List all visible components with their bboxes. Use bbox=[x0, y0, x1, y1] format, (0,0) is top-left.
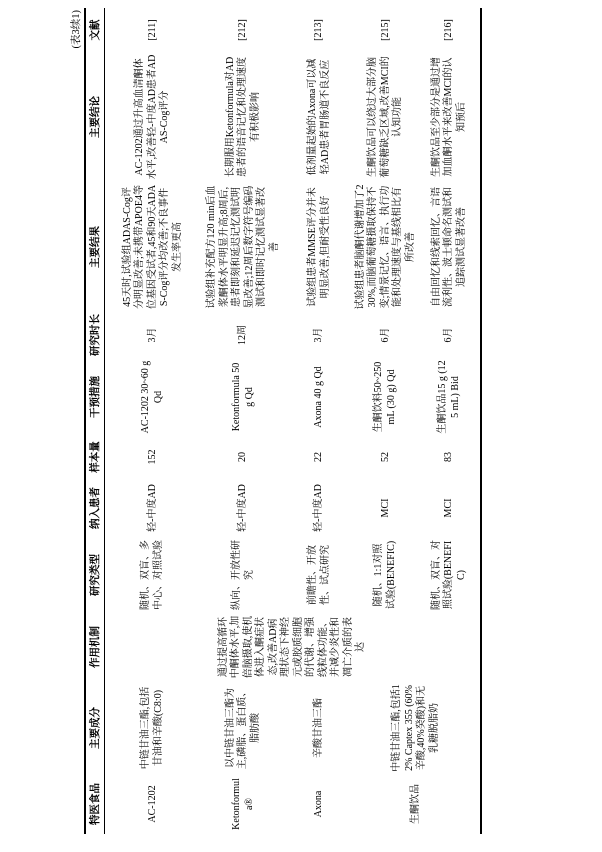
cell-results: 自由回忆和线索回忆、言语流利性、波士顿命名测试和追踪测试显著改善 bbox=[430, 187, 467, 307]
cell-patients: 轻-中度AD bbox=[313, 484, 325, 532]
cell-sample-size: 22 bbox=[313, 452, 325, 462]
citation-link[interactable]: [216] bbox=[443, 19, 455, 41]
cell-duration: 6月 bbox=[443, 327, 455, 343]
citation-link[interactable]: [213] bbox=[313, 19, 325, 41]
cell-results: 试验组患者脑酮代谢增加了230%,而脑葡萄糖摄取保持不变;情景记忆、语言、执行功能和处理速度与基线相比有所改善 bbox=[354, 184, 416, 310]
cell-conclusion: AC-1202通过升高血清酮体水平,改善轻-中度AD患者ADAS-Cog评分 bbox=[134, 54, 170, 180]
cell-conclusion: 生酮饮品至少部分是通过增加血酮水平来改善MCI的认知预后 bbox=[430, 57, 467, 177]
citation-link[interactable]: [212] bbox=[237, 19, 249, 41]
cell-study-type: 前瞻性、开放性、试点研究 bbox=[307, 545, 331, 605]
cell-conclusion: 低剂量起始的Axona可以减轻AD患者胃肠道不良反应 bbox=[307, 58, 331, 176]
cell-composition: 以中链甘油三酯为主,磷脂、蛋白质、脂肪酸 bbox=[224, 686, 261, 770]
cell-patients: 轻-中度AD bbox=[146, 484, 158, 532]
header-product: 特医食品 bbox=[85, 774, 105, 834]
cell-sample-size: 20 bbox=[237, 452, 249, 462]
cell-results: 45天时,试验组ADAS-Cog评分明显改善;未携带APOE4等位基因受试者,45和90天ADAS-Cog评分均改善;不良事件发生率更高 bbox=[121, 184, 183, 310]
header-results: 主要结果 bbox=[85, 182, 105, 312]
cell-composition: 辛酸甘油三酯 bbox=[313, 698, 325, 758]
cell-product: Ketonformula® bbox=[231, 778, 255, 830]
header-duration: 研究时长 bbox=[85, 312, 105, 358]
cell-study-type: 随机、双盲、多中心、对照试验 bbox=[140, 540, 164, 610]
header-conclusion: 主要结论 bbox=[85, 52, 105, 182]
table-row-ketonformula bbox=[201, 8, 287, 834]
header-study-type: 研究类型 bbox=[85, 538, 105, 612]
table-row-ketogenic-drink-1 bbox=[353, 8, 420, 834]
cell-study-type: 随机、1:1对照试验(BENEFIC) bbox=[373, 540, 397, 610]
cell-intervention: 生酮饮品15 g (125 mL) Bid bbox=[437, 360, 461, 434]
table-continuation-note: (表3续1) bbox=[71, 10, 82, 49]
rotated-table-container bbox=[70, 8, 490, 834]
header-row bbox=[85, 8, 105, 834]
header-composition: 主要成分 bbox=[85, 682, 105, 774]
header-patients: 纳入患者 bbox=[85, 478, 105, 538]
medical-food-studies-table bbox=[84, 8, 482, 834]
cell-duration: 3月 bbox=[313, 327, 325, 343]
cell-intervention: AC-1202 30~60 g Qd bbox=[140, 360, 164, 434]
cell-patients: MCI bbox=[443, 498, 455, 518]
cell-conclusion: 长期服用Ketonformula对AD患者的语音记忆和处理速度有积极影响 bbox=[224, 56, 261, 178]
header-mechanism: 作用机制 bbox=[85, 612, 105, 682]
cell-product: AC-1202 bbox=[146, 785, 158, 823]
cell-results: 试验组患者MMSE评分并未明显改善,但耐受性良好 bbox=[307, 187, 331, 307]
citation-link[interactable]: [215] bbox=[379, 19, 391, 41]
table-row-axona bbox=[287, 8, 353, 834]
cell-intervention: 生酮饮料50~250 mL (30 g) Qd bbox=[373, 361, 397, 433]
cell-duration: 3月 bbox=[146, 327, 158, 343]
cell-composition: 中链甘油三酯,包括甘油和辛酸(C8:0) bbox=[140, 686, 164, 770]
cell-duration: 12周 bbox=[237, 325, 249, 345]
cell-intervention: Axona 40 g Qd bbox=[313, 366, 325, 428]
cell-patients: 轻-中度AD bbox=[237, 484, 249, 532]
table-row-ac1202 bbox=[105, 8, 201, 834]
cell-composition-merged: 中链甘油三酯,包括12% Captex 355 (60%辛酸,40%癸酸)和无乳糖脱脂奶 bbox=[391, 684, 440, 772]
cell-duration: 6月 bbox=[379, 327, 391, 343]
cell-sample-size: 52 bbox=[379, 452, 391, 462]
cell-sample-size: 83 bbox=[443, 452, 455, 462]
cell-sample-size: 152 bbox=[146, 449, 158, 465]
cell-product: Axona bbox=[313, 790, 325, 818]
header-sample-size: 样本量 bbox=[85, 436, 105, 478]
cell-mechanism-merged: 通过提高循环中酮体水平,加倍脑摄取,使机体进入酮症状态,改善AD病理状态下神经元或胶质细胞的代谢、增强线粒体功能、并减少炎性和凋亡介质的表达 bbox=[217, 615, 366, 679]
header-citation: 文献 bbox=[85, 8, 105, 52]
cell-conclusion: 生酮饮品可以绕过大部分脑葡萄糖缺乏区域,改善MCI的认知功能 bbox=[367, 56, 403, 178]
cell-results: 试验组补充配方120 min后血浆酮体水平明显升高;8周后,患者即刻和延迟记忆测试明显改善;12周后数字符号编码测试和即时记忆测试显著改善 bbox=[206, 185, 280, 309]
cell-patients: MCI bbox=[379, 498, 391, 518]
cell-study-type: 纵向、开放性研究 bbox=[231, 540, 255, 610]
cell-intervention: Ketonformula 50 g Qd bbox=[231, 362, 255, 432]
cell-product-merged: 生酮饮品 bbox=[410, 784, 421, 824]
cell-study-type: 随机、双盲、对照试验(BENEFIC) bbox=[430, 540, 467, 610]
citation-link[interactable]: [211] bbox=[146, 19, 158, 41]
header-intervention: 干预措施 bbox=[85, 358, 105, 436]
